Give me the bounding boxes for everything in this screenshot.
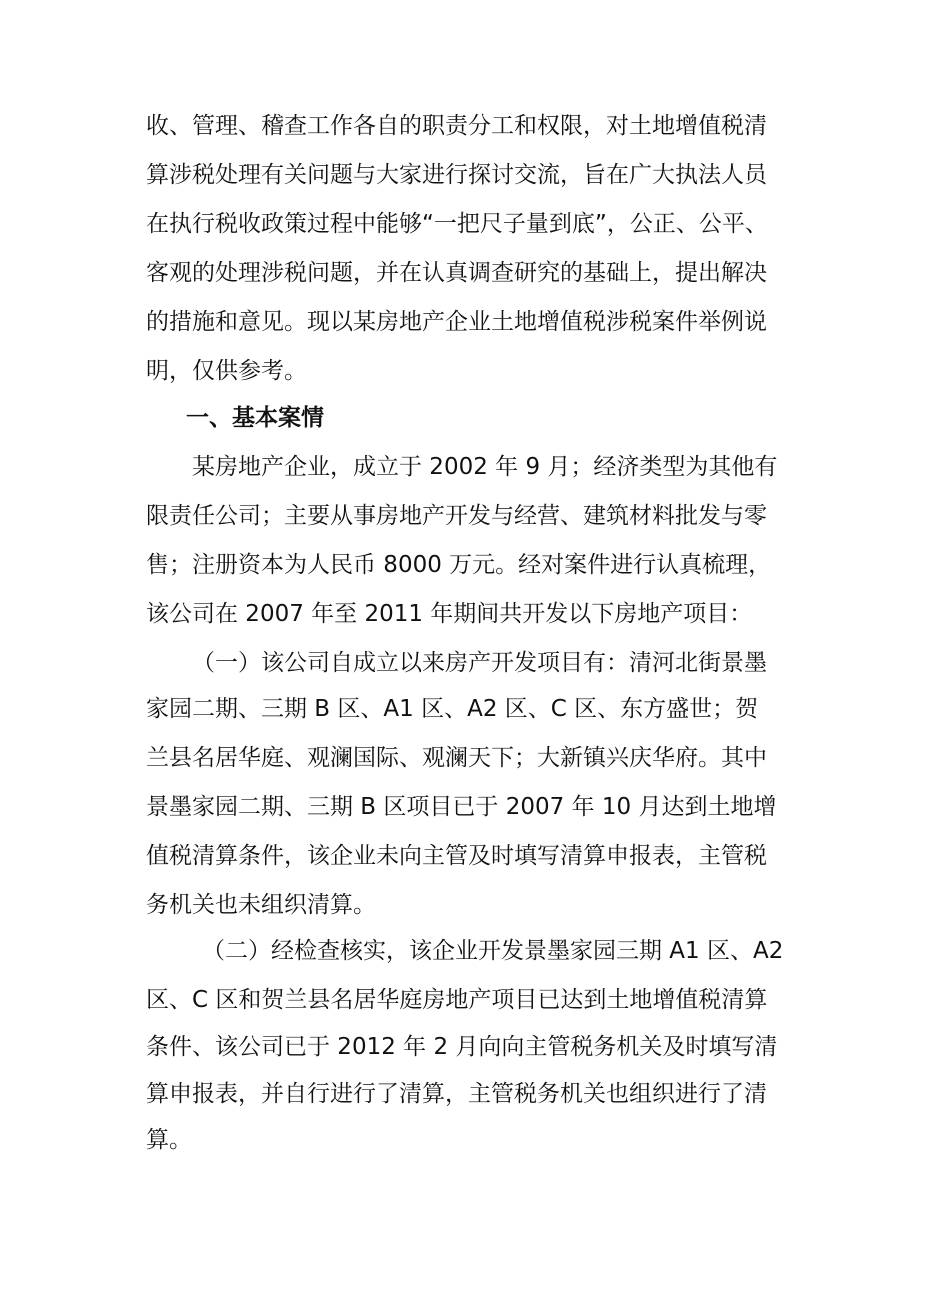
paragraph-line: 收、管理、稽查工作各自的职责分工和权限，对土地增值税清 bbox=[146, 113, 767, 139]
paragraph-line: 景墨家园二期、三期 B 区项目已于 2007 年 10 月达到土地增 bbox=[146, 794, 777, 820]
paragraph-line: 算。 bbox=[146, 1127, 192, 1153]
paragraph-line: 客观的处理涉税问题，并在认真调查研究的基础上，提出解决 bbox=[146, 260, 767, 286]
paragraph-line: 务机关也未组织清算。 bbox=[146, 892, 376, 918]
paragraph-line: 该公司在 2007 年至 2011 年期间共开发以下房地产项目： bbox=[146, 601, 753, 627]
paragraph-line: 售；注册资本为人民币 8000 万元。经对案件进行认真梳理， bbox=[146, 552, 772, 578]
section-heading: 一、基本案情 bbox=[186, 405, 324, 431]
paragraph-line: 条件、该公司已于 2012 年 2 月向向主管税务机关及时填写清 bbox=[146, 1034, 778, 1060]
paragraph-line: 值税清算条件，该企业未向主管及时填写清算申报表，主管税 bbox=[146, 843, 767, 869]
paragraph-line: 某房地产企业，成立于 2002 年 9 月；经济类型为其他有 bbox=[192, 454, 778, 480]
paragraph-line: 算涉税处理有关问题与大家进行探讨交流，旨在广大执法人员 bbox=[146, 162, 767, 188]
paragraph-line: （二）经检查核实，该企业开发景墨家园三期 A1 区、A2 bbox=[202, 938, 784, 964]
paragraph-line: （一）该公司自成立以来房产开发项目有：清河北街景墨 bbox=[192, 650, 767, 676]
paragraph-line: 区、C 区和贺兰县名居华庭房地产项目已达到土地增值税清算 bbox=[146, 987, 768, 1013]
paragraph-line: 的措施和意见。现以某房地产企业土地增值税涉税案件举例说 bbox=[146, 309, 767, 335]
paragraph-line: 限责任公司；主要从事房地产开发与经营、建筑材料批发与零 bbox=[146, 503, 767, 529]
paragraph-line: 在执行税收政策过程中能够“一把尺子量到底”，公正、公平、 bbox=[146, 211, 768, 237]
paragraph-line: 兰县名居华庭、观澜国际、观澜天下；大新镇兴庆华府。其中 bbox=[146, 745, 767, 771]
paragraph-line: 明，仅供参考。 bbox=[146, 358, 307, 384]
paragraph-line: 算申报表，并自行进行了清算，主管税务机关也组织进行了清 bbox=[146, 1081, 767, 1107]
paragraph-line: 家园二期、三期 B 区、A1 区、A2 区、C 区、东方盛世；贺 bbox=[146, 696, 759, 722]
